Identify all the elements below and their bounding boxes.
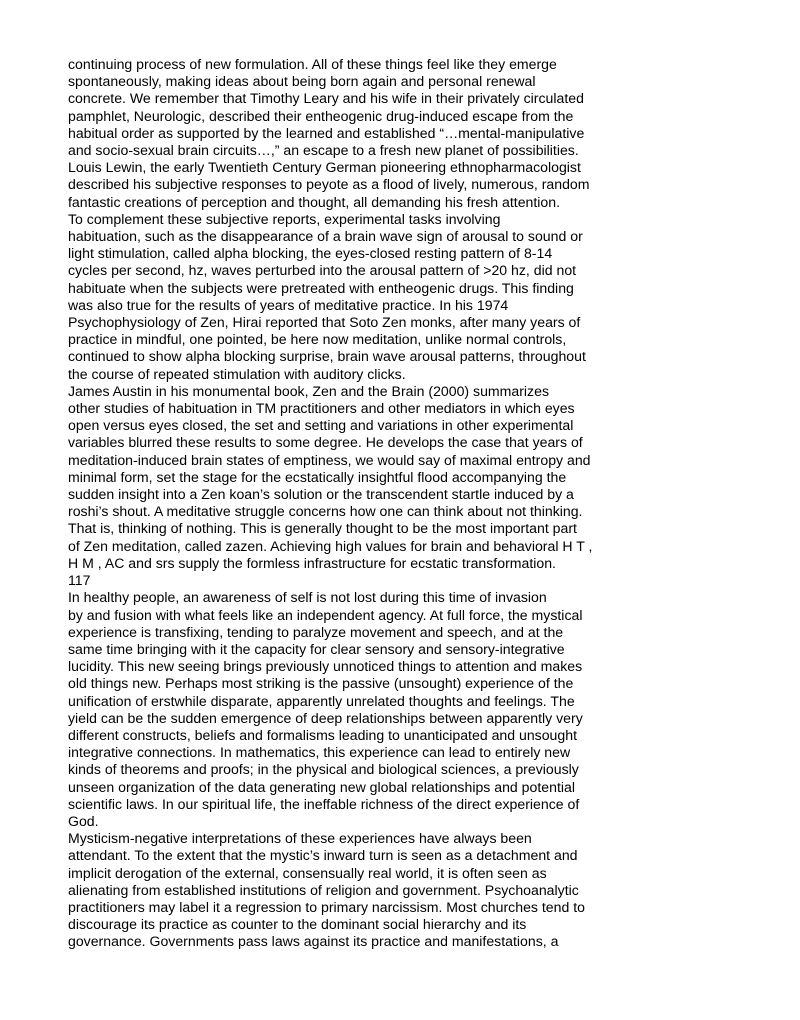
text-line: implicit derogation of the external, consensually real world, it is often seen as [68, 864, 547, 881]
text-line: governance. Governments pass laws against its practice and manifestations, a [68, 933, 559, 950]
text-line: practice in mindful, one pointed, be here now meditation, unlike normal controls, [68, 331, 567, 348]
text-line: unseen organization of the data generating new global relationships and potential [68, 778, 575, 795]
text-line: fantastic creations of perception and thought, all demanding his fresh attention. [68, 193, 561, 210]
text-line: continued to show alpha blocking surprise, brain wave arousal patterns, throughout [68, 348, 586, 365]
text-line: discourage its practice as counter to the dominant social hierarchy and its [68, 916, 527, 933]
text-line: In healthy people, an awareness of self is not lost during this time of invasion [68, 589, 547, 606]
document-body [68, 56, 648, 951]
text-line: cycles per second, hz, waves perturbed into the arousal pattern of >20 hz, did not [68, 262, 577, 279]
text-line: alienating from established institutions of religion and government. Psychoanalytic [68, 881, 579, 898]
text-line: variables blurred these results to some degree. He develops the case that years of [68, 434, 583, 451]
text-line: James Austin in his monumental book, Zen and the Brain (2000) summarizes [68, 382, 549, 399]
text-line: attendant. To the extent that the mystic’s inward turn is seen as a detachment and [68, 847, 578, 864]
text-line: the course of repeated stimulation with auditory clicks. [68, 365, 406, 382]
text-line: minimal form, set the stage for the ecstatically insightful flood accompanying the [68, 468, 567, 485]
text-line: sudden insight into a Zen koan’s solution or the transcendent startle induced by a [68, 486, 574, 503]
text-line: Psychophysiology of Zen, Hirai reported that Soto Zen monks, after many years of [68, 314, 581, 331]
text-line: spontaneously, making ideas about being born again and personal renewal [68, 73, 536, 90]
text-line: pamphlet, Neurologic, described their entheogenic drug-induced escape from the [68, 107, 574, 124]
text-line: concrete. We remember that Timothy Leary and his wife in their privately circulated [68, 90, 584, 107]
text-line: habituation, such as the disappearance of a brain wave sign of arousal to sound or [68, 228, 583, 245]
text-line: kinds of theorems and proofs; in the physical and biological sciences, a previously [68, 761, 579, 778]
text-line: Mysticism-negative interpretations of these experiences have always been [68, 830, 532, 847]
text-line: same time bringing with it the capacity for clear sensory and sensory-integrative [68, 640, 565, 657]
text-line: habituate when the subjects were pretreated with entheogenic drugs. This finding [68, 279, 574, 296]
text-line: different constructs, beliefs and formalisms leading to unanticipated and unsought [68, 726, 577, 743]
text-line: God. [68, 812, 99, 829]
text-line: roshi’s shout. A meditative struggle concerns how one can think about not thinking. [68, 503, 583, 520]
text-line: continuing process of new formulation. All of these things feel like they emerge [68, 56, 557, 72]
page-number: 117 [68, 572, 91, 589]
text-line: Louis Lewin, the early Twentieth Century German pioneering ethnopharmacologist [68, 159, 581, 176]
text-line: That is, thinking of nothing. This is generally thought to be the most important part [68, 520, 577, 537]
text-line: unification of erstwhile disparate, apparently unrelated thoughts and feelings. The [68, 692, 575, 709]
text-line: lucidity. This new seeing brings previously unnoticed things to attention and makes [68, 658, 583, 675]
text-line: habitual order as supported by the learned and established “…mental-manipulative [68, 124, 585, 141]
text-line: experience is transfixing, tending to paralyze movement and speech, and at the [68, 623, 564, 640]
text-line: was also true for the results of years of meditative practice. In his 1974 [68, 296, 509, 313]
text-line: light stimulation, called alpha blocking, the eyes-closed resting pattern of 8-14 [68, 245, 553, 262]
text-line: other studies of habituation in TM practitioners and other mediators in which eyes [68, 400, 575, 417]
text-line: practitioners may label it a regression to primary narcissism. Most churches tend to [68, 898, 585, 915]
text-line: To complement these subjective reports, experimental tasks involving [68, 210, 501, 227]
text-line: yield can be the sudden emergence of deep relationships between apparently very [68, 709, 583, 726]
text-line: described his subjective responses to peyote as a flood of lively, numerous, random [68, 176, 590, 193]
text-line: scientific laws. In our spiritual life, the ineffable richness of the direct experience of [68, 795, 580, 812]
text-line: integrative connections. In mathematics, this experience can lead to entirely new [68, 744, 571, 761]
text-line: of Zen meditation, called zazen. Achieving high values for brain and behavioral H T , [68, 537, 593, 554]
text-line: by and fusion with what feels like an independent agency. At full force, the mystical [68, 606, 583, 623]
text-line: old things new. Perhaps most striking is the passive (unsought) experience of the [68, 675, 574, 692]
text-line: and socio-sexual brain circuits…,” an escape to a fresh new planet of possibilities. [68, 142, 579, 159]
text-line: open versus eyes closed, the set and setting and variations in other experimental [68, 417, 574, 434]
text-line: H M , AC and srs supply the formless infrastructure for ecstatic transformation. [68, 554, 556, 571]
text-line: meditation-induced brain states of emptiness, we would say of maximal entropy and [68, 451, 591, 468]
